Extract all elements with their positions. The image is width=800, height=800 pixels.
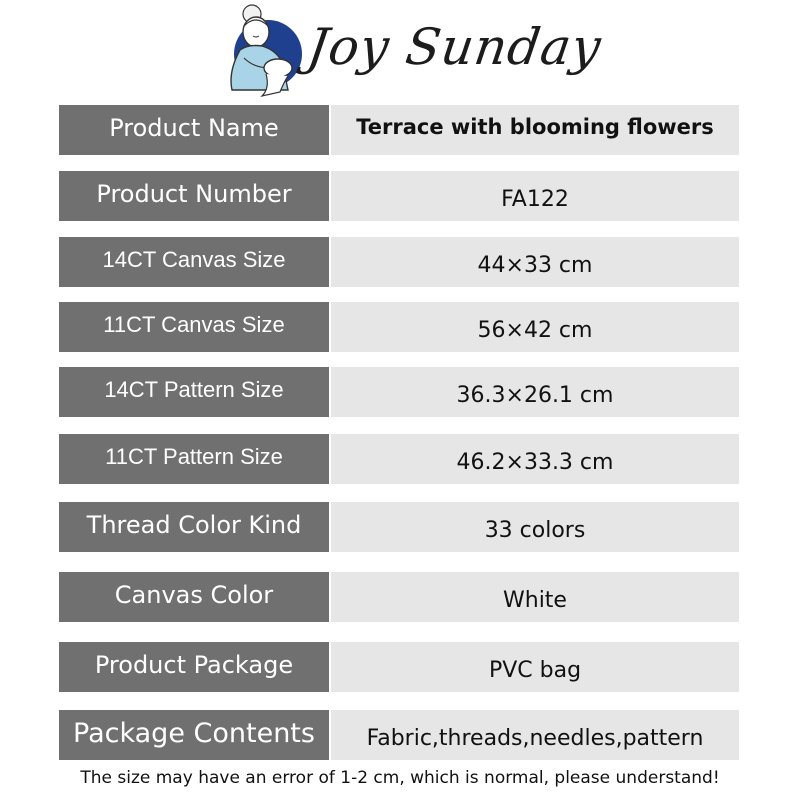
brand-header (0, 0, 800, 100)
row-value: Terrace with blooming flowers (331, 105, 739, 155)
row-value: 56×42 cm (331, 302, 739, 352)
row-label: 11CT Canvas Size (59, 302, 329, 352)
row-label: Canvas Color (59, 572, 329, 622)
row-value: 46.2×33.3 cm (331, 434, 739, 484)
table-row (59, 572, 739, 622)
row-value: 33 colors (331, 502, 739, 552)
row-value: FA122 (331, 171, 739, 221)
table-row (59, 105, 739, 155)
brand-logo-text: Joy Sunday (303, 18, 606, 76)
row-label: 14CT Canvas Size (59, 237, 329, 287)
table-row (59, 502, 739, 552)
row-label: 14CT Pattern Size (59, 367, 329, 417)
table-row (59, 710, 739, 760)
row-label: Package Contents (59, 710, 329, 760)
row-value: 44×33 cm (331, 237, 739, 287)
size-error-note: The size may have an error of 1-2 cm, which is normal, please understand! (80, 768, 720, 788)
row-value: PVC bag (331, 642, 739, 692)
table-row (59, 367, 739, 417)
row-value: 36.3×26.1 cm (331, 367, 739, 417)
row-label: 11CT Pattern Size (59, 434, 329, 484)
row-label: Product Name (59, 105, 329, 155)
row-value: Fabric,threads,needles,pattern (331, 710, 739, 760)
embroidering-woman-icon (218, 2, 304, 98)
table-row (59, 434, 739, 484)
row-label: Product Number (59, 171, 329, 221)
table-row (59, 237, 739, 287)
row-label: Product Package (59, 642, 329, 692)
table-row (59, 171, 739, 221)
row-value: White (331, 572, 739, 622)
table-row (59, 302, 739, 352)
row-label: Thread Color Kind (59, 502, 329, 552)
table-row (59, 642, 739, 692)
